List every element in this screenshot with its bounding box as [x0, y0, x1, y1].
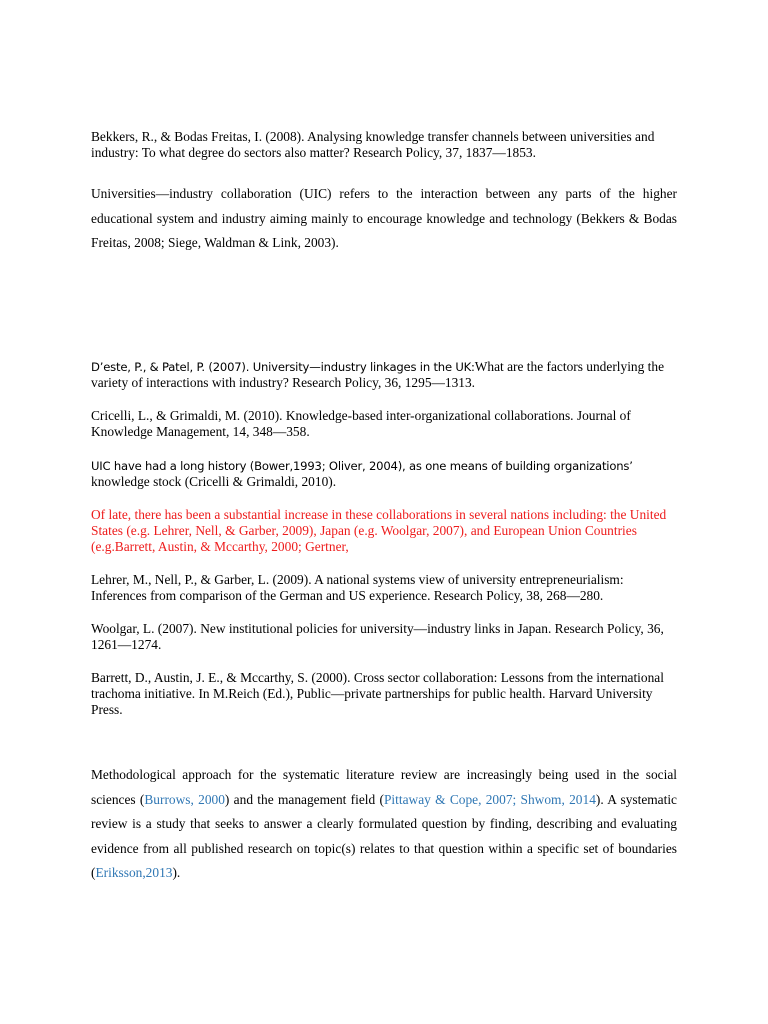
method-text-3: ). A systematic review is a study that seeks to answer a clearly formulated question by finding, describing and evaluating evidence from all published research on topic(s) relates to that question within a specific set of boundaries (: [91, 791, 678, 880]
method-text-1: Methodological approach for the systematic literature review are increasingly being used in the social sciences (: [91, 767, 677, 807]
reference-barrett: Barrett, D., Austin, J. E., & Mccarthy, S. (2000). Cross sector collaboration: Lessons from the international trachoma initiative. In M.Reich (Ed.), Public—private partnerships for public health. Harvard University Press.: [91, 670, 664, 717]
reference-deste-rest: What are the factors underlying the variety of interactions with industry? Research Policy, 36, 1295—1313.: [91, 359, 665, 390]
paragraph-uic-history: [91, 458, 677, 490]
paragraph-uic-definition: Universities—industry collaboration (UIC) refers to the interaction between any parts of the higher educational system and industry aiming mainly to encourage knowledge and technology (Bekkers & Bodas Freitas, 2008; Siege, Waldman & Link, 2003).: [91, 186, 677, 250]
method-text-4: ).: [172, 865, 181, 880]
reference-woolgar: Woolgar, L. (2007). New institutional policies for university—industry links in Japan. Research Policy, 36, 1261—1274.: [91, 621, 664, 652]
reference-deste: [91, 359, 677, 391]
citation-link-pittaway-shwom[interactable]: Pittaway & Cope, 2007; Shwom, 2014: [383, 791, 596, 807]
citation-link-burrows[interactable]: Burrows, 2000: [144, 791, 225, 807]
paragraph-of-late-highlighted: Of late, there has been a substantial increase in these collaborations in several nations including: the United States (e.g. Lehrer, Nell, & Garber, 2009), Japan (e.g. Woolgar, 2007), and European Union Countries (e.g.Barrett, Austin, & Mccarthy, 2000; Gertner,: [91, 507, 667, 554]
uic-history-end: knowledge stock (Cricelli & Grimaldi, 2010).: [91, 474, 337, 489]
reference-bekkers: Bekkers, R., & Bodas Freitas, I. (2008). Analysing knowledge transfer channels between universities and industry: To what degree do sectors also matter? Research Policy, 37, 1837—1853.: [91, 129, 655, 160]
paragraph-methodological-approach: [91, 763, 677, 886]
reference-lehrer: Lehrer, M., Nell, P., & Garber, L. (2009). A national systems view of university entrepreneurialism: Inferences from comparison of the German and US experience. Research Policy, 38, 268—280.: [91, 572, 624, 603]
method-text-2: ) and the management field (: [224, 791, 384, 807]
reference-deste-authors: D’este, P., & Patel, P. (2007). University—industry linkages in the UK:: [91, 360, 475, 374]
reference-cricelli: Cricelli, L., & Grimaldi, M. (2010). Knowledge-based inter-organizational collaborations. Journal of Knowledge Management, 14, 348—358.: [91, 408, 631, 439]
citation-link-eriksson[interactable]: Eriksson,2013: [95, 865, 173, 880]
uic-history-start: UIC have had a long history (Bower,1993; Oliver, 2004), as one means of building organizations’: [91, 459, 633, 473]
